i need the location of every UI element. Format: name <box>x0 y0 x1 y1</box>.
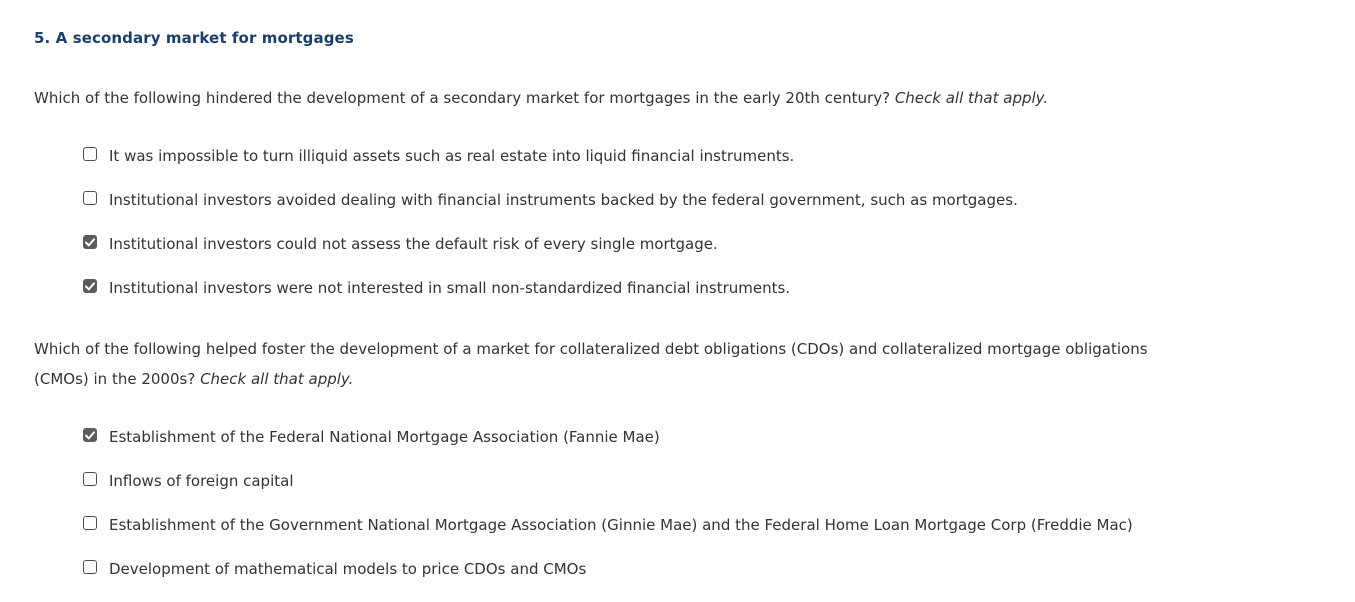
question-2-prompt <box>34 334 1164 394</box>
q1-option-1[interactable] <box>83 134 1018 178</box>
checkbox-unchecked-icon[interactable] <box>83 191 97 205</box>
question-1-options <box>83 134 1018 310</box>
q1-option-3[interactable] <box>83 222 1018 266</box>
q2-option-3[interactable] <box>83 503 1133 547</box>
question-1-instruction: Check all that apply. <box>894 89 1049 107</box>
option-label: It was impossible to turn illiquid assets such as real estate into liquid financial instruments. <box>109 146 795 165</box>
checkbox-unchecked-icon[interactable] <box>83 147 97 161</box>
q2-option-1[interactable] <box>83 415 1133 459</box>
checkbox-checked-icon[interactable] <box>83 279 97 293</box>
question-2-text: Which of the following helped foster the development of a market for collateralized debt obligations (CDOs) and collateralized mortgage obligations (CMOs) in the 2000s? <box>34 340 1148 388</box>
checkbox-checked-icon[interactable] <box>83 235 97 249</box>
option-label: Establishment of the Government National Mortgage Association (Ginnie Mae) and the Federal Home Loan Mortgage Corp (Freddie Mac) <box>109 515 1133 534</box>
option-label: Development of mathematical models to price CDOs and CMOs <box>109 559 587 578</box>
question-title: 5. A secondary market for mortgages <box>34 29 354 47</box>
q1-option-4[interactable] <box>83 266 1018 310</box>
option-label: Institutional investors avoided dealing with financial instruments backed by the federal government, such as mortgages. <box>109 190 1018 209</box>
q1-option-2[interactable] <box>83 178 1018 222</box>
option-label: Inflows of foreign capital <box>109 471 294 490</box>
checkbox-unchecked-icon[interactable] <box>83 472 97 486</box>
option-label: Institutional investors could not assess the default risk of every single mortgage. <box>109 234 718 253</box>
checkbox-checked-icon[interactable] <box>83 428 97 442</box>
question-1-prompt <box>34 83 1164 113</box>
question-2-options <box>83 415 1133 591</box>
option-label: Institutional investors were not interested in small non-standardized financial instruments. <box>109 278 791 297</box>
option-label: Establishment of the Federal National Mortgage Association (Fannie Mae) <box>109 427 660 446</box>
q2-option-2[interactable] <box>83 459 1133 503</box>
q2-option-4[interactable] <box>83 547 1133 591</box>
question-1-text: Which of the following hindered the development of a secondary market for mortgages in the early 20th century? <box>34 89 891 107</box>
checkbox-unchecked-icon[interactable] <box>83 516 97 530</box>
checkbox-unchecked-icon[interactable] <box>83 560 97 574</box>
question-2-instruction: Check all that apply. <box>200 370 354 388</box>
